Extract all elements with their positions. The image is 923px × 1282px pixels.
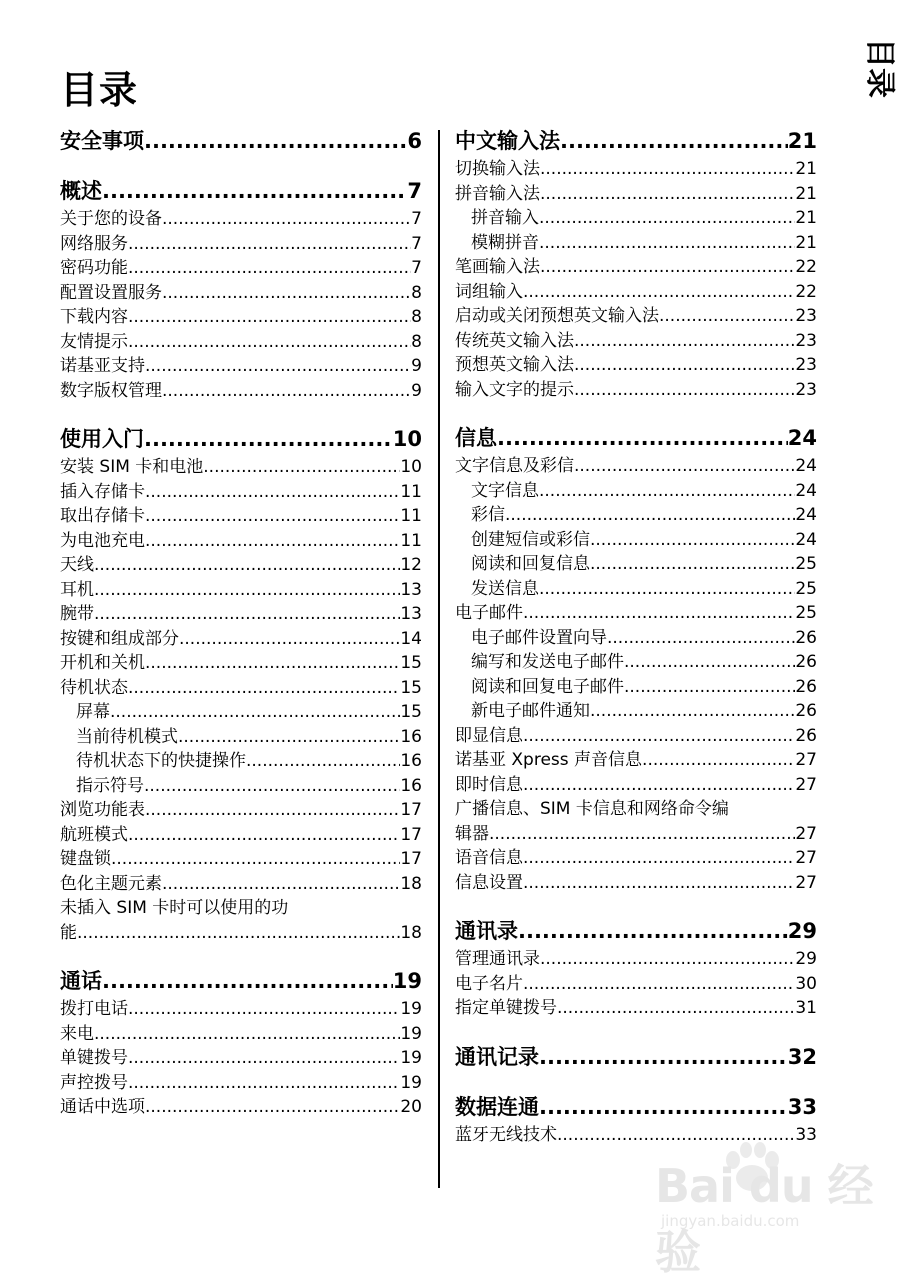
toc-entry-title: 声控拨号 xyxy=(60,1072,128,1093)
toc-page-number: 26 xyxy=(795,676,817,697)
toc-entry-title: 关于您的设备 xyxy=(60,209,162,229)
toc-dot-leader xyxy=(523,972,795,997)
toc-dot-leader xyxy=(128,232,411,257)
toc-entry xyxy=(60,379,422,404)
toc-page-number: 22 xyxy=(795,257,817,277)
toc-dot-leader xyxy=(162,207,411,232)
toc-entry xyxy=(455,797,817,822)
toc-entry xyxy=(455,353,817,378)
toc-entry xyxy=(60,774,422,799)
toc-page-number: 11 xyxy=(400,481,422,502)
toc-entry xyxy=(455,231,817,256)
toc-page-number: 26 xyxy=(795,701,817,721)
toc-dot-leader xyxy=(203,455,400,480)
toc-entry-title: 来电 xyxy=(60,1023,94,1044)
toc-entry-title: 按键和组成部分 xyxy=(60,628,179,649)
toc-entry xyxy=(455,822,817,847)
toc-entry-title: 待机状态下的快捷操作 xyxy=(76,751,246,771)
toc-dot-leader xyxy=(523,601,795,626)
toc-entry-title: 开机和关机 xyxy=(60,653,145,673)
toc-dot-leader xyxy=(162,379,411,404)
toc-page-number: 33 xyxy=(795,1124,817,1145)
toc-entry-title: 安装 SIM 卡和电池 xyxy=(60,457,204,477)
toc-dot-leader xyxy=(539,577,795,602)
toc-entry xyxy=(60,207,422,232)
toc-dot-leader xyxy=(540,157,795,182)
toc-dot-leader xyxy=(539,479,795,504)
toc-entry-title: 创建短信或彩信 xyxy=(471,529,590,550)
toc-entry-title: 阅读和回复电子邮件 xyxy=(471,676,624,697)
toc-entry xyxy=(60,578,422,603)
toc-dot-leader xyxy=(539,206,795,231)
toc-entry xyxy=(60,676,422,701)
toc-dot-leader xyxy=(518,917,788,945)
toc-entry-title: 当前待机模式 xyxy=(76,726,178,747)
toc-page-number: 21 xyxy=(795,159,817,179)
toc-dot-leader xyxy=(102,967,393,995)
toc-entry-title: 传统英文输入法 xyxy=(455,330,574,351)
toc-entry-title: 电子名片 xyxy=(455,973,523,994)
toc-entry-title: 概述 xyxy=(60,179,102,203)
toc-entry-title: 指示符号 xyxy=(76,775,144,796)
toc-page-number: 15 xyxy=(400,702,422,722)
toc-entry xyxy=(60,232,422,257)
toc-dot-leader xyxy=(574,454,795,479)
toc-entry-title: 词组输入 xyxy=(455,281,523,302)
toc-entry xyxy=(455,996,817,1021)
toc-dot-leader xyxy=(128,1046,400,1071)
toc-entry xyxy=(455,577,817,602)
toc-page-number: 19 xyxy=(400,1072,422,1093)
toc-page-number: 31 xyxy=(795,998,817,1018)
toc-page-number: 29 xyxy=(787,919,817,943)
toc-dot-leader xyxy=(145,651,400,676)
toc-entry xyxy=(60,1095,422,1120)
watermark-brand: Bai du 经验 xyxy=(655,1159,873,1279)
toc-section-entry xyxy=(455,424,817,452)
toc-dot-leader xyxy=(145,798,400,823)
toc-entry xyxy=(455,454,817,479)
toc-dot-leader xyxy=(162,281,411,306)
toc-page-number: 8 xyxy=(411,331,422,352)
toc-dot-leader xyxy=(642,748,795,773)
toc-entry-title: 中文输入法 xyxy=(455,129,560,153)
toc-page-number: 24 xyxy=(795,480,817,501)
toc-page-number: 25 xyxy=(795,603,817,623)
toc-entry xyxy=(455,650,817,675)
toc-dot-leader xyxy=(179,627,400,652)
toc-entry-title: 取出存储卡 xyxy=(60,506,145,526)
toc-dot-leader xyxy=(505,503,795,528)
toc-entry-title: 天线 xyxy=(60,555,94,575)
toc-entry-title: 电子邮件 xyxy=(455,603,523,623)
toc-page-number: 19 xyxy=(400,1048,422,1068)
toc-page-number: 19 xyxy=(400,1023,422,1044)
toc-dot-leader xyxy=(590,528,795,553)
toc-dot-leader xyxy=(145,354,411,379)
toc-entry-title: 能 xyxy=(60,922,77,943)
toc-entry xyxy=(60,480,422,505)
toc-entry xyxy=(455,479,817,504)
toc-entry-title: 未插入 SIM 卡时可以使用的功 xyxy=(60,898,289,918)
toc-entry xyxy=(455,773,817,798)
toc-entry-title: 指定单键拨号 xyxy=(455,998,557,1018)
toc-entry-title: 安全事项 xyxy=(60,129,144,153)
toc-section-entry xyxy=(455,1093,817,1121)
toc-dot-leader xyxy=(557,996,795,1021)
toc-entry-title: 模糊拼音 xyxy=(471,232,539,253)
toc-dot-leader xyxy=(540,947,795,972)
toc-page-number: 16 xyxy=(400,726,422,747)
toc-page-number: 7 xyxy=(411,233,422,254)
toc-entry xyxy=(455,748,817,773)
toc-entry-title: 友情提示 xyxy=(60,331,128,352)
toc-entry-title: 数字版权管理 xyxy=(60,380,162,401)
toc-entry-title: 待机状态 xyxy=(60,677,128,698)
toc-dot-leader xyxy=(540,255,795,280)
toc-entry-title: 启动或关闭预想英文输入法 xyxy=(455,306,659,326)
toc-entry-title: 通话中选项 xyxy=(60,1097,145,1117)
toc-section-entry xyxy=(60,127,422,155)
toc-page-number: 23 xyxy=(795,379,817,400)
toc-page-number: 25 xyxy=(795,554,817,574)
toc-entry-title: 新电子邮件通知 xyxy=(471,701,590,721)
toc-entry xyxy=(455,503,817,528)
toc-page-number: 16 xyxy=(400,751,422,771)
toc-entry xyxy=(60,896,422,921)
toc-dot-leader xyxy=(77,921,400,946)
toc-dot-leader xyxy=(94,602,400,627)
toc-page-number: 27 xyxy=(795,750,817,770)
toc-entry xyxy=(60,872,422,897)
toc-dot-leader xyxy=(128,256,411,281)
toc-dot-leader xyxy=(574,378,795,403)
toc-dot-leader xyxy=(128,330,411,355)
toc-dot-leader xyxy=(560,127,788,155)
toc-dot-leader xyxy=(162,872,400,897)
toc-page-number: 15 xyxy=(400,677,422,698)
toc-entry-title: 拼音输入 xyxy=(471,208,539,228)
toc-page-number: 29 xyxy=(795,949,817,969)
toc-dot-leader xyxy=(540,182,795,207)
page-title: 目录 xyxy=(60,68,139,112)
toc-page-number: 33 xyxy=(787,1094,817,1119)
toc-entry-title: 腕带 xyxy=(60,604,94,624)
toc-entry-title: 预想英文输入法 xyxy=(455,355,574,375)
toc-dot-leader xyxy=(574,329,795,354)
toc-page-number: 23 xyxy=(795,330,817,351)
toc-entry-title: 单键拨号 xyxy=(60,1048,128,1068)
toc-entry-title: 彩信 xyxy=(471,505,505,525)
toc-page-number: 27 xyxy=(795,774,817,795)
toc-entry-title: 航班模式 xyxy=(60,824,128,845)
toc-page-number: 27 xyxy=(795,823,817,844)
toc-entry xyxy=(60,330,422,355)
toc-page-number: 13 xyxy=(400,604,422,624)
toc-entry-title: 辑器 xyxy=(455,823,489,844)
toc-entry-title: 诺基亚 Xpress 声音信息 xyxy=(455,750,643,770)
toc-entry-title: 电子邮件设置向导 xyxy=(471,627,607,648)
toc-section-entry xyxy=(60,425,422,453)
toc-entry xyxy=(60,921,422,946)
toc-section-entry xyxy=(455,917,817,945)
toc-entry-title: 使用入门 xyxy=(60,427,144,451)
toc-section-entry xyxy=(455,127,817,155)
toc-page-number: 24 xyxy=(795,505,817,525)
toc-entry xyxy=(455,182,817,207)
toc-entry xyxy=(455,724,817,749)
toc-entry xyxy=(60,1071,422,1096)
toc-entry-title: 通话 xyxy=(60,969,102,993)
toc-page-number: 24 xyxy=(787,426,817,450)
toc-entry-title: 发送信息 xyxy=(471,578,539,599)
toc-entry xyxy=(455,206,817,231)
toc-entry xyxy=(455,972,817,997)
toc-entry xyxy=(60,602,422,627)
toc-entry xyxy=(60,700,422,725)
toc-page-number: 16 xyxy=(400,775,422,796)
toc-entry xyxy=(60,847,422,872)
toc-dot-leader xyxy=(145,480,400,505)
toc-entry xyxy=(60,725,422,750)
toc-dot-leader xyxy=(523,724,795,749)
toc-page-number: 21 xyxy=(795,232,817,253)
toc-entry xyxy=(455,280,817,305)
toc-section-entry xyxy=(60,177,422,205)
toc-entry-title: 即时信息 xyxy=(455,774,523,795)
toc-page-number: 32 xyxy=(787,1044,817,1069)
toc-dot-leader xyxy=(94,1022,400,1047)
toc-entry-title: 数据连通 xyxy=(455,1094,539,1119)
toc-page-number: 27 xyxy=(795,848,817,868)
toc-page-number: 8 xyxy=(411,307,422,327)
toc-entry xyxy=(60,1046,422,1071)
toc-dot-leader xyxy=(590,552,795,577)
toc-dot-leader xyxy=(145,1095,400,1120)
toc-dot-leader xyxy=(111,847,400,872)
toc-page-number: 7 xyxy=(411,209,422,229)
toc-page-number: 9 xyxy=(411,380,422,401)
toc-entry xyxy=(60,997,422,1022)
toc-dot-leader xyxy=(523,871,795,896)
toc-entry xyxy=(455,255,817,280)
toc-entry xyxy=(455,626,817,651)
toc-entry xyxy=(455,528,817,553)
toc-entry-title: 广播信息、SIM 卡信息和网络命令编 xyxy=(455,799,729,819)
toc-dot-leader xyxy=(523,280,795,305)
toc-page-number: 26 xyxy=(795,725,817,746)
toc-page-number: 24 xyxy=(795,529,817,550)
toc-entry xyxy=(60,749,422,774)
watermark-url: jingyan.baidu.com xyxy=(661,1212,800,1230)
toc-entry-title: 文字信息及彩信 xyxy=(455,456,574,476)
toc-page-number: 30 xyxy=(795,973,817,994)
toc-page-number: 12 xyxy=(400,555,422,575)
toc-page-number: 15 xyxy=(400,653,422,673)
toc-page-number: 22 xyxy=(795,281,817,302)
toc-entry xyxy=(60,455,422,480)
toc-dot-leader xyxy=(489,822,795,847)
toc-dot-leader xyxy=(128,305,411,330)
toc-entry-title: 屏幕 xyxy=(76,702,110,722)
toc-page-number: 11 xyxy=(400,506,422,526)
toc-dot-leader xyxy=(94,553,400,578)
toc-page-number: 7 xyxy=(411,258,422,278)
toc-dot-leader xyxy=(574,353,795,378)
toc-entry-title: 配置设置服务 xyxy=(60,282,162,303)
toc-entry-title: 输入文字的提示 xyxy=(455,379,574,400)
toc-page-number: 26 xyxy=(795,627,817,648)
toc-page-number: 27 xyxy=(795,872,817,893)
toc-entry-title: 编写和发送电子邮件 xyxy=(471,652,624,672)
toc-entry xyxy=(60,651,422,676)
toc-dot-leader xyxy=(539,231,795,256)
toc-page-number: 17 xyxy=(400,849,422,869)
toc-entry xyxy=(60,256,422,281)
toc-dot-leader xyxy=(624,675,795,700)
toc-entry xyxy=(455,552,817,577)
toc-page-number: 19 xyxy=(400,999,422,1019)
toc-entry xyxy=(455,157,817,182)
toc-entry xyxy=(60,823,422,848)
toc-page-number: 19 xyxy=(392,969,422,993)
toc-entry xyxy=(60,627,422,652)
toc-dot-leader xyxy=(128,823,400,848)
toc-dot-leader xyxy=(607,626,795,651)
toc-entry-title: 语音信息 xyxy=(455,848,523,868)
toc-dot-leader xyxy=(246,749,400,774)
watermark-logo xyxy=(655,1140,895,1279)
toc-entry-title: 阅读和回复信息 xyxy=(471,554,590,574)
toc-page-number: 20 xyxy=(400,1097,422,1117)
toc-entry-title: 切换输入法 xyxy=(455,159,540,179)
toc-page-number: 10 xyxy=(392,427,422,451)
toc-entry xyxy=(455,871,817,896)
toc-dot-leader xyxy=(94,578,400,603)
toc-entry xyxy=(455,675,817,700)
toc-entry-title: 键盘锁 xyxy=(60,849,111,869)
toc-entry-title: 网络服务 xyxy=(60,233,128,254)
toc-entry-title: 浏览功能表 xyxy=(60,800,145,820)
toc-page-number: 24 xyxy=(795,456,817,476)
toc-dot-leader xyxy=(128,997,400,1022)
column-divider xyxy=(438,130,440,1188)
toc-dot-leader xyxy=(144,425,393,453)
toc-entry xyxy=(60,1022,422,1047)
toc-dot-leader xyxy=(590,699,795,724)
toc-page-number: 11 xyxy=(400,530,422,551)
toc-page-number: 23 xyxy=(795,355,817,375)
toc-entry-title: 信息设置 xyxy=(455,872,523,893)
toc-entry xyxy=(455,378,817,403)
side-chapter-tab: 目录 xyxy=(862,38,897,98)
toc-entry xyxy=(455,329,817,354)
toc-page-number: 18 xyxy=(400,873,422,894)
toc-entry-title: 即显信息 xyxy=(455,725,523,746)
toc-entry-title: 通讯录 xyxy=(455,919,518,943)
toc-entry-title: 色化主题元素 xyxy=(60,873,162,894)
toc-dot-leader xyxy=(523,773,795,798)
toc-page-number: 17 xyxy=(400,824,422,845)
toc-page-number: 26 xyxy=(795,652,817,672)
toc-entry-title: 蓝牙无线技术 xyxy=(455,1124,557,1145)
toc-dot-leader xyxy=(110,700,400,725)
toc-dot-leader xyxy=(539,1093,788,1121)
toc-entry-title: 拨打电话 xyxy=(60,999,128,1019)
toc-left-column xyxy=(60,127,422,1120)
toc-entry xyxy=(60,798,422,823)
toc-entry-title: 管理通讯录 xyxy=(455,949,540,969)
toc-page-number: 10 xyxy=(400,457,422,477)
toc-right-column xyxy=(455,127,817,1147)
toc-entry xyxy=(455,699,817,724)
toc-page-number: 21 xyxy=(787,129,817,153)
toc-page-number: 21 xyxy=(795,183,817,204)
toc-page-number: 9 xyxy=(411,356,422,376)
toc-entry-title: 文字信息 xyxy=(471,480,539,501)
toc-entry-title: 下载内容 xyxy=(60,307,128,327)
toc-entry-title: 信息 xyxy=(455,426,497,450)
toc-page-number: 23 xyxy=(795,306,817,326)
toc-entry-title: 耳机 xyxy=(60,579,94,600)
toc-entry-title: 笔画输入法 xyxy=(455,257,540,277)
toc-dot-leader xyxy=(624,650,795,675)
toc-entry xyxy=(60,504,422,529)
toc-entry xyxy=(455,304,817,329)
toc-section-entry xyxy=(455,1043,817,1071)
toc-entry-title: 诺基亚支持 xyxy=(60,356,145,376)
toc-dot-leader xyxy=(178,725,400,750)
toc-entry xyxy=(60,354,422,379)
toc-entry xyxy=(60,281,422,306)
toc-page-number: 21 xyxy=(795,208,817,228)
toc-dot-leader xyxy=(659,304,795,329)
toc-page-number: 8 xyxy=(411,282,422,303)
toc-entry xyxy=(455,947,817,972)
toc-entry-title: 密码功能 xyxy=(60,258,128,278)
toc-page-number: 6 xyxy=(407,129,422,153)
toc-page-number: 13 xyxy=(400,579,422,600)
toc-dot-leader xyxy=(144,774,400,799)
toc-page-number: 18 xyxy=(400,922,422,943)
toc-entry-title: 为电池充电 xyxy=(60,530,145,551)
toc-dot-leader xyxy=(523,846,795,871)
toc-entry-title: 通讯记录 xyxy=(455,1044,539,1069)
toc-entry-title: 拼音输入法 xyxy=(455,183,540,204)
toc-entry xyxy=(455,601,817,626)
toc-dot-leader xyxy=(102,177,407,205)
toc-entry-title: 插入存储卡 xyxy=(60,481,145,502)
toc-section-entry xyxy=(60,967,422,995)
toc-dot-leader xyxy=(539,1043,788,1071)
toc-entry xyxy=(60,553,422,578)
toc-dot-leader xyxy=(128,1071,400,1096)
toc-page-number: 7 xyxy=(407,179,422,203)
toc-dot-leader xyxy=(145,504,400,529)
toc-dot-leader xyxy=(497,424,788,452)
toc-entry xyxy=(455,846,817,871)
toc-dot-leader xyxy=(144,127,407,155)
toc-page-number: 14 xyxy=(400,628,422,649)
toc-dot-leader xyxy=(145,529,400,554)
toc-entry xyxy=(60,305,422,330)
toc-page-number: 25 xyxy=(795,578,817,599)
toc-page-number: 17 xyxy=(400,800,422,820)
toc-entry xyxy=(60,529,422,554)
toc-dot-leader xyxy=(128,676,400,701)
